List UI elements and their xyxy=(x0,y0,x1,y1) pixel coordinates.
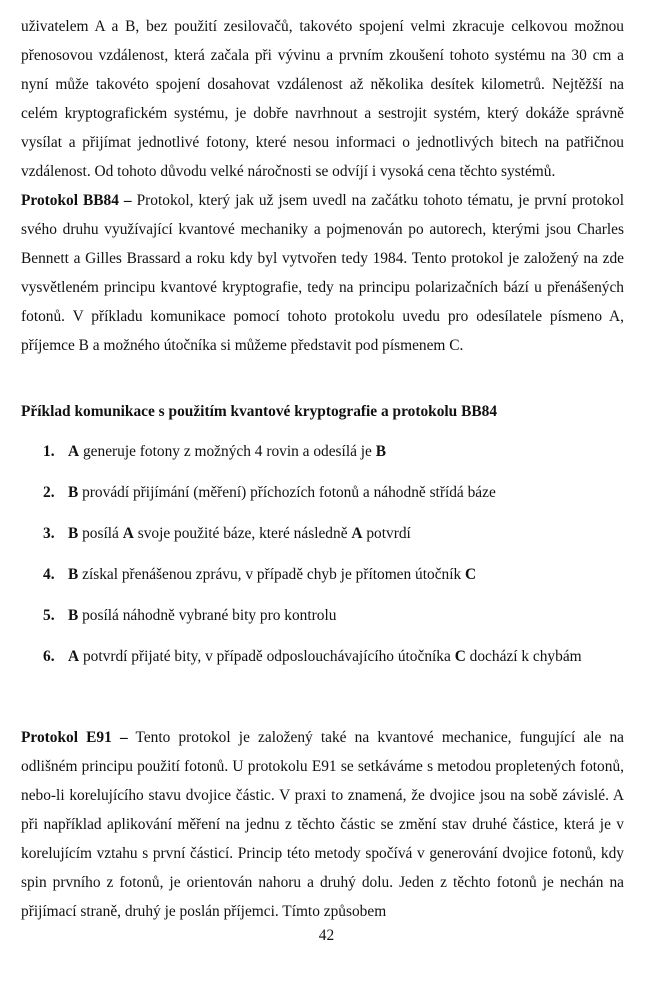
party-label: B xyxy=(68,566,79,583)
example-heading: Příklad komunikace s použitím kvantové kryptografie a protokolu BB84 xyxy=(21,403,498,420)
party-label: A xyxy=(68,648,80,665)
list-item-text xyxy=(68,605,336,627)
step-text: získal přenášenou zprávu, v případě chyb je přítomen útočník xyxy=(78,566,466,583)
party-label: B xyxy=(68,607,79,624)
party-label: B xyxy=(375,443,386,460)
party-label: A xyxy=(68,443,80,460)
list-item-number: 3. xyxy=(43,525,55,542)
list-item-number: 1. xyxy=(43,443,55,460)
step-text: provádí přijímání (měření) příchozích fotonů a náhodně střídá báze xyxy=(78,484,496,501)
e91-term: Protokol E91 – xyxy=(21,729,128,746)
party-label: B xyxy=(68,484,79,501)
bb84-body: Protokol, který jak už jsem uvedl na začátku tohoto tématu, je první protokol svého druhu využívající kvantové mechaniky a pojmenován po autorech, kterými jsou Charles Bennett a Gilles Brassard a roku kdy byl vytvořen tedy 1984. Tento protokol je založený na zde vysvětleném principu kvantové kryptografie, tedy na principu polarizačních bází u přenášených fotonů. V příkladu komunikace pomocí tohoto protokolu uvedu pro odesílatele písmeno A, příjemce B a možného útočníka si můžeme představit pod písmenem C. xyxy=(21,192,624,354)
step-text: posílá xyxy=(78,525,123,542)
paragraph-e91 xyxy=(21,723,624,926)
list-item-text xyxy=(68,523,411,545)
party-label: A xyxy=(122,525,134,542)
step-text: svoje použité báze, které následně xyxy=(133,525,352,542)
paragraph-intro: uživatelem A a B, bez použití zesilovačů, takovéto spojení velmi zkracuje celkovou možnou přenosovou vzdálenost, která začala při vývinu a prvním zkoušení tohoto systému na 30 cm a nyní může takovéto spojení dosahovat vzdálenost až několika desítek kilometrů. Nejtěžší na celém kryptografickém systému, je dobře navrhnout a sestrojit systém, který dokáže správně vysílat a přijímat jednotlivé fotony, které nesou informaci o jednotlivých bitech na patřičnou vzdálenost. Od tohoto důvodu velké náročnosti se odvíjí i vysoká cena těchto systémů. xyxy=(21,18,624,180)
party-label: C xyxy=(454,648,466,665)
list-item-number: 6. xyxy=(43,648,55,665)
bb84-term: Protokol BB84 – xyxy=(21,192,132,209)
paragraph-bb84 xyxy=(21,186,624,360)
list-item-number: 4. xyxy=(43,566,55,583)
party-label: C xyxy=(465,566,477,583)
step-text: posílá náhodně vybrané bity pro kontrolu xyxy=(78,607,337,624)
list-item-text xyxy=(68,564,476,586)
party-label: A xyxy=(351,525,363,542)
step-text: dochází k chybám xyxy=(465,648,582,665)
step-text: potvrdí přijaté bity, v případě odposlouchávajícího útočníka xyxy=(79,648,455,665)
list-item-text xyxy=(68,441,386,463)
list-item-text xyxy=(68,482,496,504)
step-text: generuje fotony z možných 4 rovin a odesílá je xyxy=(79,443,376,460)
page-number: 42 xyxy=(318,927,335,944)
e91-body: Tento protokol je založený také na kvantové mechanice, fungující ale na odlišném principu použití fotonů. U protokolu E91 se setkáváme s metodou propletených fotonů, nebo-li korelujícího stavu dvojice částic. V praxi to znamená, že dvojice jsou na sobě závislé. A při například aplikování měření na jednu z těchto částic se změní stav druhé částice, která je v korelujícím vztahu s první částicí. Princip této metody spočívá v generování dvojice fotonů, kdy spin prvního z fotonů, je orientován nahoru a druhý dolu. Jeden z těchto fotonů je nechán na přijímací straně, druhý je poslán příjemci. Tímto způsobem xyxy=(21,729,624,920)
list-item-number: 5. xyxy=(43,607,55,624)
list-item-number: 2. xyxy=(43,484,55,501)
party-label: B xyxy=(68,525,79,542)
step-text: potvrdí xyxy=(362,525,411,542)
list-item-text xyxy=(68,646,582,668)
